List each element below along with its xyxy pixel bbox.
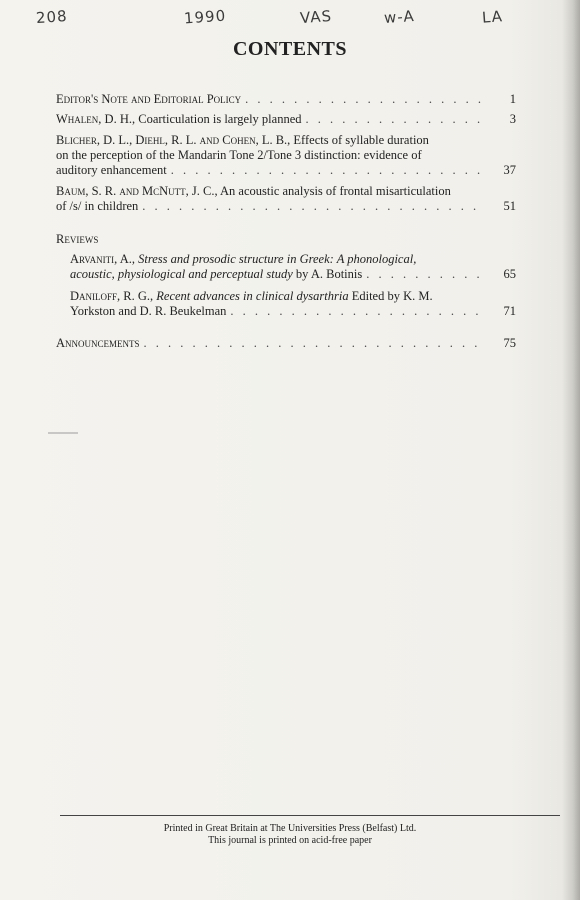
footer-line-2: This journal is printed on acid-free paper (208, 835, 372, 846)
entry-authors: Editor's Note and Editorial Policy (56, 92, 242, 106)
review-edited-line-2: Yorkston and D. R. Beukelman (70, 304, 227, 318)
review-authors: Arvaniti, A., (70, 252, 135, 266)
toc-entry-whalen (56, 112, 516, 127)
entry-title-line-2: of /s/ in children (56, 199, 139, 213)
toc-announcements (56, 336, 516, 351)
review-title: Recent advances in clinical dysarthria (156, 289, 349, 303)
dot-leader (306, 112, 486, 127)
page-edge-shadow (562, 0, 580, 900)
page-number: 71 (503, 304, 516, 318)
toc-entry-baum (56, 184, 516, 214)
review-authors: Daniloff, R. G., (70, 289, 154, 303)
page-number: 51 (503, 199, 516, 213)
review-title-line-1: Stress and prosodic structure in Greek: A phonological, (138, 252, 417, 266)
handwritten-note-2: 1990 (183, 6, 227, 28)
dot-leader (144, 336, 486, 351)
page-title: CONTENTS (232, 38, 348, 60)
reviews-heading (56, 232, 516, 247)
page-number: 1 (509, 92, 516, 106)
review-title-line-2: acoustic, physiological and perceptual study (70, 267, 293, 281)
ink-smudge (48, 432, 78, 434)
reviews-heading-text: Reviews (56, 232, 99, 246)
entry-title-line-1: Effects of syllable duration (293, 133, 429, 147)
entry-title-line-2: on the perception of the Mandarin Tone 2/Tone 3 distinction: evidence of (56, 148, 422, 162)
toc-entry-blicher (56, 133, 516, 178)
printer-footer (0, 823, 580, 847)
review-line-2 (70, 267, 362, 282)
entry-authors: Blicher, D. L., Diehl, R. L. and Cohen, L. B., (56, 133, 291, 147)
page-number: 65 (503, 267, 516, 281)
entry-line (56, 112, 302, 127)
dot-leader (366, 267, 486, 282)
toc-review-arvaniti (70, 252, 516, 282)
entry-authors: Baum, S. R. and McNutt, J. C., (56, 184, 218, 198)
dot-leader (230, 304, 486, 319)
handwritten-note-5: LA (481, 7, 504, 27)
entry-title-line-3: auditory enhancement (56, 163, 167, 177)
handwritten-note-4: w-A (383, 6, 416, 28)
entry-line (56, 133, 516, 148)
handwritten-note-1: 208 (35, 6, 69, 28)
page-number: 37 (503, 163, 516, 177)
review-byline: by A. Botinis (295, 267, 363, 281)
entry-line (56, 184, 516, 199)
page-number: 75 (503, 336, 516, 350)
review-line (70, 289, 516, 304)
dot-leader (171, 163, 486, 178)
entry-title: Coarticulation is largely planned (138, 112, 302, 126)
dot-leader (142, 199, 486, 214)
announcements-label: Announcements (56, 336, 140, 350)
dot-leader (245, 92, 486, 107)
review-line (70, 252, 516, 267)
page-number: 3 (509, 112, 516, 126)
handwritten-note-3: VAS (299, 6, 333, 28)
toc-review-daniloff (70, 289, 516, 319)
footer-rule (60, 815, 560, 816)
review-edited-line-1: Edited by K. M. (351, 289, 433, 303)
entry-title-line-1: An acoustic analysis of frontal misarticulation (220, 184, 451, 198)
toc-entry-editors-note (56, 92, 516, 107)
entry-authors: Whalen, D. H., (56, 112, 136, 126)
footer-line-1: Printed in Great Britain at The Universities Press (Belfast) Ltd. (163, 823, 417, 834)
